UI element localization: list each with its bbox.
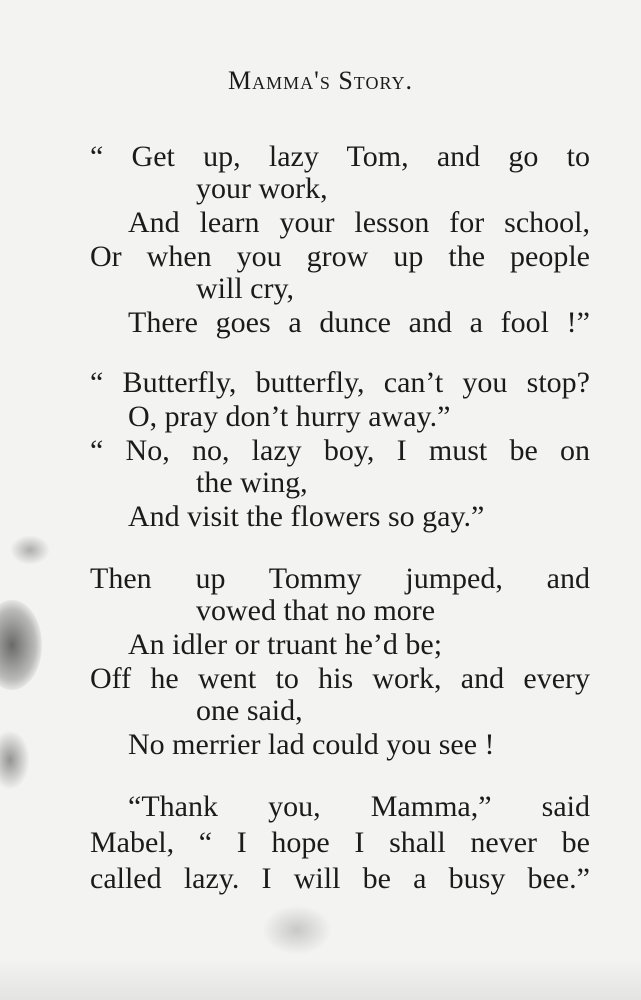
- poem-line-text: “ Get up, lazy Tom, and go to: [90, 140, 590, 173]
- poem-line-text: vowed that no more: [196, 594, 436, 627]
- poem-line-text: called lazy. I will be a busy bee.”: [90, 862, 590, 895]
- poem-line-text: your work,: [196, 172, 328, 205]
- poem-line-text: the wing,: [196, 466, 308, 499]
- poem-line-text: No merrier lad could you see !: [128, 728, 495, 761]
- ink-smudge: [0, 600, 42, 690]
- poem-line-text: There goes a dunce and a fool !”: [128, 306, 590, 339]
- poem-line-text: Then up Tommy jumped, and: [90, 562, 590, 595]
- page-title: Mamma's Story.: [228, 66, 413, 95]
- poem-line-text: will cry,: [196, 272, 295, 305]
- poem-line-text: Or when you grow up the people: [90, 240, 590, 273]
- ink-smudge: [10, 535, 50, 565]
- poem-line-text: Off he went to his work, and every: [90, 662, 590, 695]
- ink-smudge: [0, 960, 641, 1000]
- poem-line-text: An idler or truant he’d be;: [128, 628, 443, 661]
- poem-line-text: O, pray don’t hurry away.”: [128, 400, 451, 433]
- poem-line-text: Mabel, “ I hope I shall never be: [90, 826, 590, 859]
- ink-smudge: [0, 730, 30, 790]
- poem-line-text: And visit the flowers so gay.”: [128, 500, 485, 533]
- ink-smudge: [262, 905, 332, 955]
- poem-line-text: one said,: [196, 694, 303, 727]
- poem-line-text: “Thank you, Mamma,” said: [128, 790, 590, 823]
- poem-line-text: “ Butterfly, butterfly, can’t you stop?: [90, 366, 590, 399]
- poem-line-text: “ No, no, lazy boy, I must be on: [90, 434, 590, 467]
- poem-line-text: And learn your lesson for school,: [128, 206, 590, 239]
